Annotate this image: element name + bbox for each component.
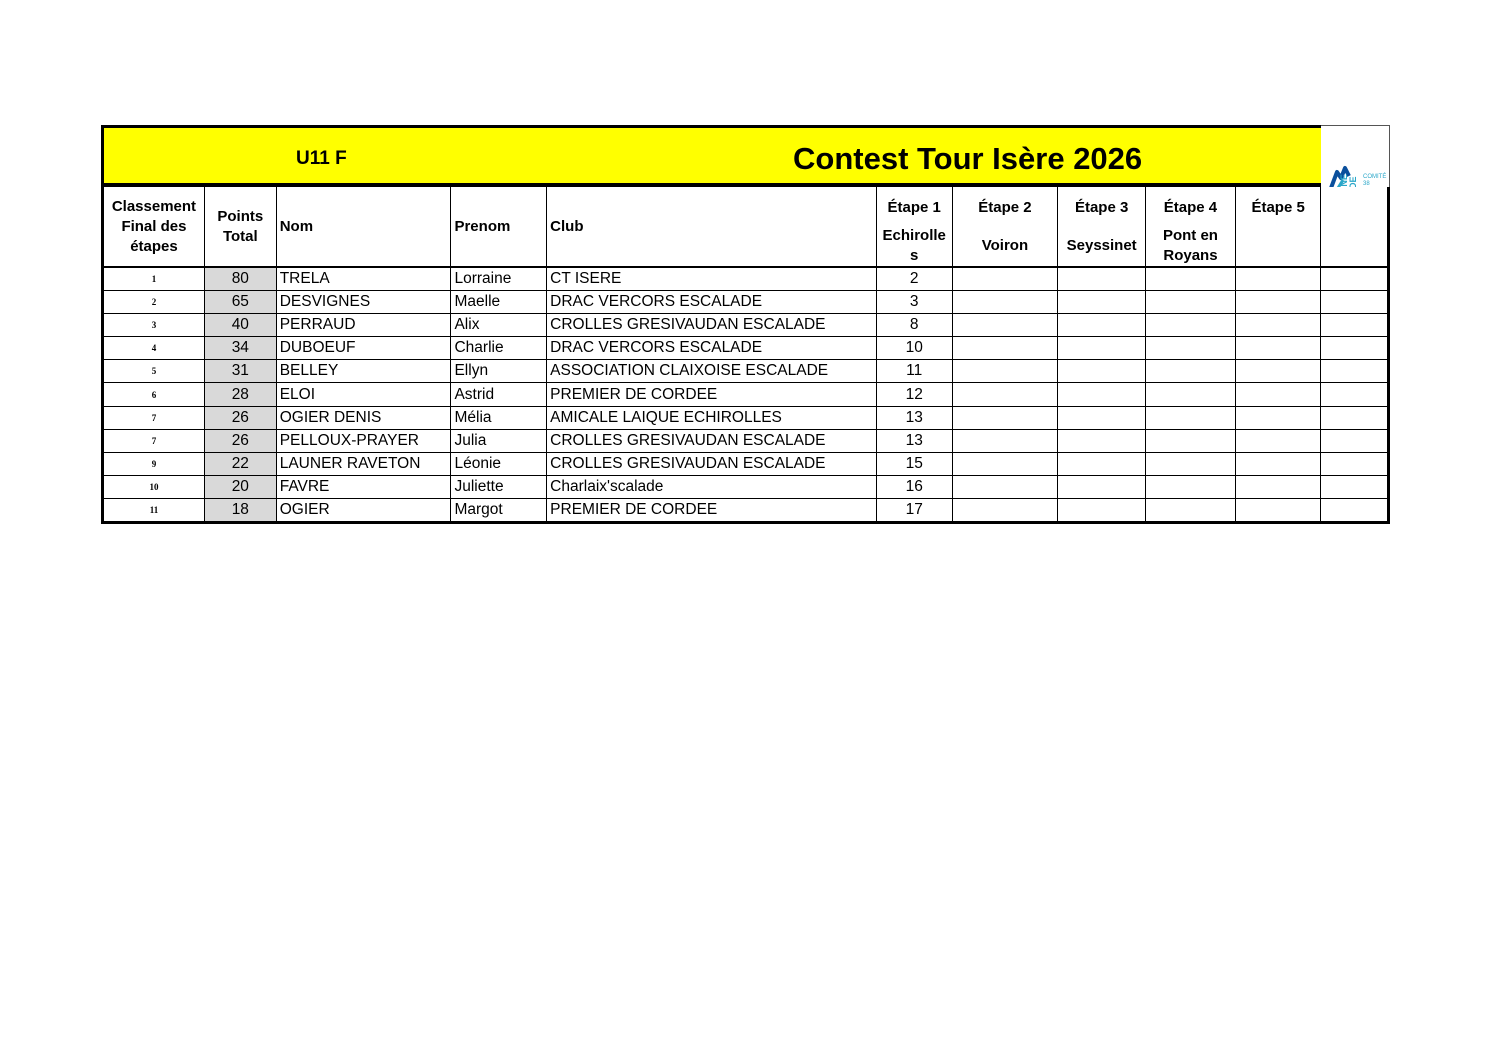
etape-1-cell: 13 [876, 406, 952, 429]
points-cell: 31 [204, 360, 276, 383]
etape-4-cell [1146, 313, 1236, 336]
club-cell: CROLLES GRESIVAUDAN ESCALADE [547, 313, 877, 336]
points-cell: 65 [204, 290, 276, 313]
club-cell: PREMIER DE CORDEE [547, 499, 877, 522]
club-cell: PREMIER DE CORDEE [547, 383, 877, 406]
table-row [103, 499, 1389, 522]
prenom-cell: Mélia [451, 406, 547, 429]
etape-4-cell [1146, 406, 1236, 429]
etape-5-cell [1235, 406, 1321, 429]
etape-5-cell [1235, 429, 1321, 452]
nom-cell: PERRAUD [276, 313, 451, 336]
col-nom: Nom [276, 187, 451, 268]
standings-body [103, 267, 1389, 522]
etape-4-cell [1146, 290, 1236, 313]
extra-cell [1321, 313, 1389, 336]
points-cell: 26 [204, 406, 276, 429]
etape-3-cell [1058, 337, 1146, 360]
points-cell: 26 [204, 429, 276, 452]
etape-1-cell: 11 [876, 360, 952, 383]
table-row [103, 476, 1389, 499]
points-cell: 20 [204, 476, 276, 499]
etape-1-cell: 17 [876, 499, 952, 522]
etape-3-cell [1058, 499, 1146, 522]
club-cell: DRAC VERCORS ESCALADE [547, 337, 877, 360]
etape-1-label: Étape 1 [887, 199, 941, 216]
etape-3-cell [1058, 360, 1146, 383]
table-row [103, 429, 1389, 452]
etape-4-city: Pont en Royans [1162, 227, 1218, 264]
table-row [103, 267, 1389, 290]
standings-table [101, 186, 1390, 524]
table-row [103, 337, 1389, 360]
etape-2-cell [952, 337, 1058, 360]
etape-4-cell [1146, 337, 1236, 360]
etape-4-cell [1146, 267, 1236, 290]
etape-5-label: Étape 5 [1251, 199, 1305, 216]
etape-3-cell [1058, 476, 1146, 499]
etape-4-cell [1146, 499, 1236, 522]
etape-5-cell [1235, 476, 1321, 499]
standings-sheet [101, 125, 1390, 522]
rank-cell: 6 [103, 383, 205, 406]
logo-text-4: 38 [1363, 181, 1370, 187]
points-cell: 18 [204, 499, 276, 522]
prenom-cell: Astrid [451, 383, 547, 406]
points-cell: 80 [204, 267, 276, 290]
etape-2-cell [952, 360, 1058, 383]
nom-cell: TRELA [276, 267, 451, 290]
nom-cell: BELLEY [276, 360, 451, 383]
prenom-cell: Maelle [451, 290, 547, 313]
club-cell: DRAC VERCORS ESCALADE [547, 290, 877, 313]
col-etape-5 [1235, 187, 1321, 268]
rank-cell: 4 [103, 337, 205, 360]
etape-5-cell [1235, 383, 1321, 406]
etape-2-cell [952, 406, 1058, 429]
col-rank: Classement Final des étapes [103, 187, 205, 268]
rank-cell: 7 [103, 406, 205, 429]
prenom-cell: Alix [451, 313, 547, 336]
etape-3-cell [1058, 313, 1146, 336]
extra-cell [1321, 360, 1389, 383]
col-points: Points Total [204, 187, 276, 268]
etape-1-cell: 12 [876, 383, 952, 406]
etape-4-cell [1146, 453, 1236, 476]
nom-cell: FAVRE [276, 476, 451, 499]
rank-cell: 2 [103, 290, 205, 313]
etape-1-city: Echirolle s [882, 227, 946, 264]
extra-cell [1321, 267, 1389, 290]
col-club: Club [547, 187, 877, 268]
rank-cell: 9 [103, 453, 205, 476]
prenom-cell: Ellyn [451, 360, 547, 383]
etape-2-city: Voiron [981, 237, 1029, 254]
etape-5-cell [1235, 290, 1321, 313]
header-band [101, 125, 1321, 186]
table-row [103, 453, 1389, 476]
etape-1-cell: 10 [876, 337, 952, 360]
points-cell: 40 [204, 313, 276, 336]
col-etape-2 [952, 187, 1058, 268]
rank-cell: 7 [103, 429, 205, 452]
nom-cell: DUBOEUF [276, 337, 451, 360]
etape-3-cell [1058, 290, 1146, 313]
prenom-cell: Juliette [451, 476, 547, 499]
prenom-cell: Margot [451, 499, 547, 522]
prenom-cell: Léonie [451, 453, 547, 476]
nom-cell: LAUNER RAVETON [276, 453, 451, 476]
header-row [103, 187, 1389, 268]
etape-2-cell [952, 429, 1058, 452]
col-etape-3 [1058, 187, 1146, 268]
etape-5-cell [1235, 360, 1321, 383]
rank-cell: 10 [103, 476, 205, 499]
rank-cell: 11 [103, 499, 205, 522]
table-row [103, 290, 1389, 313]
club-cell: Charlaix'scalade [547, 476, 877, 499]
etape-3-cell [1058, 383, 1146, 406]
rank-cell: 5 [103, 360, 205, 383]
etape-4-cell [1146, 360, 1236, 383]
extra-cell [1321, 290, 1389, 313]
club-cell: AMICALE LAIQUE ECHIROLLES [547, 406, 877, 429]
etape-2-cell [952, 290, 1058, 313]
nom-cell: DESVIGNES [276, 290, 451, 313]
etape-3-city: Seyssinet [1066, 237, 1137, 254]
extra-cell [1321, 383, 1389, 406]
etape-1-cell: 13 [876, 429, 952, 452]
prenom-cell: Julia [451, 429, 547, 452]
nom-cell: PELLOUX-PRAYER [276, 429, 451, 452]
etape-1-cell: 8 [876, 313, 952, 336]
extra-cell [1321, 429, 1389, 452]
rank-cell: 1 [103, 267, 205, 290]
etape-2-cell [952, 476, 1058, 499]
etape-1-cell: 2 [876, 267, 952, 290]
etape-5-cell [1235, 313, 1321, 336]
table-row [103, 383, 1389, 406]
etape-3-cell [1058, 453, 1146, 476]
etape-2-cell [952, 499, 1058, 522]
etape-5-cell [1235, 453, 1321, 476]
etape-2-label: Étape 2 [978, 199, 1032, 216]
prenom-cell: Charlie [451, 337, 547, 360]
col-etape-4 [1146, 187, 1236, 268]
club-cell: CROLLES GRESIVAUDAN ESCALADE [547, 429, 877, 452]
col-extra [1321, 187, 1389, 268]
etape-3-cell [1058, 267, 1146, 290]
points-cell: 28 [204, 383, 276, 406]
col-prenom: Prenom [451, 187, 547, 268]
etape-3-label: Étape 3 [1074, 199, 1129, 216]
etape-4-cell [1146, 429, 1236, 452]
etape-2-cell [952, 313, 1058, 336]
extra-cell [1321, 499, 1389, 522]
points-cell: 34 [204, 337, 276, 360]
nom-cell: ELOI [276, 383, 451, 406]
etape-3-cell [1058, 429, 1146, 452]
table-row [103, 313, 1389, 336]
logo-text-3: COMITÉ [1363, 174, 1387, 180]
etape-4-cell [1146, 383, 1236, 406]
extra-cell [1321, 406, 1389, 429]
table-row [103, 360, 1389, 383]
club-cell: CT ISERE [547, 267, 877, 290]
category-label: U11 F [296, 148, 347, 169]
etape-2-cell [952, 267, 1058, 290]
etape-4-label: Étape 4 [1163, 199, 1218, 216]
extra-cell [1321, 337, 1389, 360]
etape-1-cell: 3 [876, 290, 952, 313]
points-cell: 22 [204, 453, 276, 476]
etape-5-cell [1235, 267, 1321, 290]
extra-cell [1321, 453, 1389, 476]
prenom-cell: Lorraine [451, 267, 547, 290]
club-cell: ASSOCIATION CLAIXOISE ESCALADE [547, 360, 877, 383]
extra-cell [1321, 476, 1389, 499]
etape-2-cell [952, 383, 1058, 406]
etape-2-cell [952, 453, 1058, 476]
etape-1-cell: 15 [876, 453, 952, 476]
rank-cell: 3 [103, 313, 205, 336]
club-cell: CROLLES GRESIVAUDAN ESCALADE [547, 453, 877, 476]
col-etape-1 [876, 187, 952, 268]
etape-4-cell [1146, 476, 1236, 499]
page-title: Contest Tour Isère 2026 [793, 141, 1143, 176]
nom-cell: OGIER DENIS [276, 406, 451, 429]
etape-5-cell [1235, 337, 1321, 360]
nom-cell: OGIER [276, 499, 451, 522]
etape-5-cell [1235, 499, 1321, 522]
etape-3-cell [1058, 406, 1146, 429]
table-row [103, 406, 1389, 429]
etape-1-cell: 16 [876, 476, 952, 499]
